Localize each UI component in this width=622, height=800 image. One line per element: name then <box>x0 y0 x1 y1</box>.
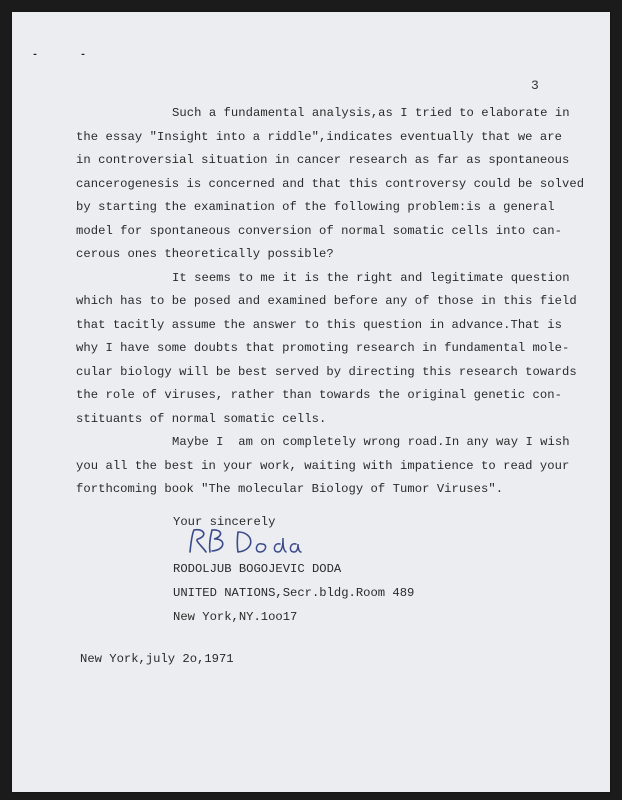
body-line: why I have some doubts that promoting research in fundamental mole- <box>76 341 570 355</box>
body-line: cerous ones theoretically possible? <box>76 247 334 261</box>
body-line: you all the best in your work, waiting with impatience to read your <box>76 458 570 473</box>
letter-date: New York,july 2o,1971 <box>80 652 234 666</box>
body-line: Maybe I am on completely wrong road.In any way I wish <box>172 435 570 449</box>
sender-block <box>173 557 414 629</box>
body-line: model for spontaneous conversion of normal somatic cells into can- <box>76 223 563 238</box>
handwritten-signature <box>182 524 302 560</box>
body-line: in controversial situation in cancer research as far as spontaneous <box>76 153 570 167</box>
body-line: Such a fundamental analysis,as I tried to elaborate in <box>172 106 570 120</box>
closing-salutation: Your sincerely <box>173 515 276 529</box>
body-line: It seems to me it is the right and legitimate question <box>172 270 570 285</box>
letter-body <box>76 102 596 502</box>
body-line: by starting the examination of the following problem:is a general <box>76 200 555 214</box>
page-number: 3 <box>531 78 539 93</box>
body-line: cular biology will be best served by directing this research towards <box>76 364 577 379</box>
body-line: that tacitly assume the answer to this question in advance.That is <box>76 317 563 332</box>
body-line: the role of viruses, rather than towards the original genetic con- <box>76 388 563 402</box>
body-line: the essay "Insight into a riddle",indicates eventually that we are <box>76 129 563 144</box>
body-line: forthcoming book "The molecular Biology of Tumor Viruses". <box>76 482 504 496</box>
letter-page <box>12 12 610 792</box>
sender-address-line-1: UNITED NATIONS,Secr.bldg.Room 489 <box>173 586 415 600</box>
body-line: stituants of normal somatic cells. <box>76 411 327 426</box>
corner-mark: - - <box>32 50 105 61</box>
sender-name: RODOLJUB BOGOJEVIC DODA <box>173 562 342 576</box>
body-line: cancerogenesis is concerned and that this controversy could be solved <box>76 176 585 191</box>
body-line: which has to be posed and examined before any of those in this field <box>76 294 577 308</box>
sender-address-line-2: New York,NY.1oo17 <box>173 610 298 624</box>
